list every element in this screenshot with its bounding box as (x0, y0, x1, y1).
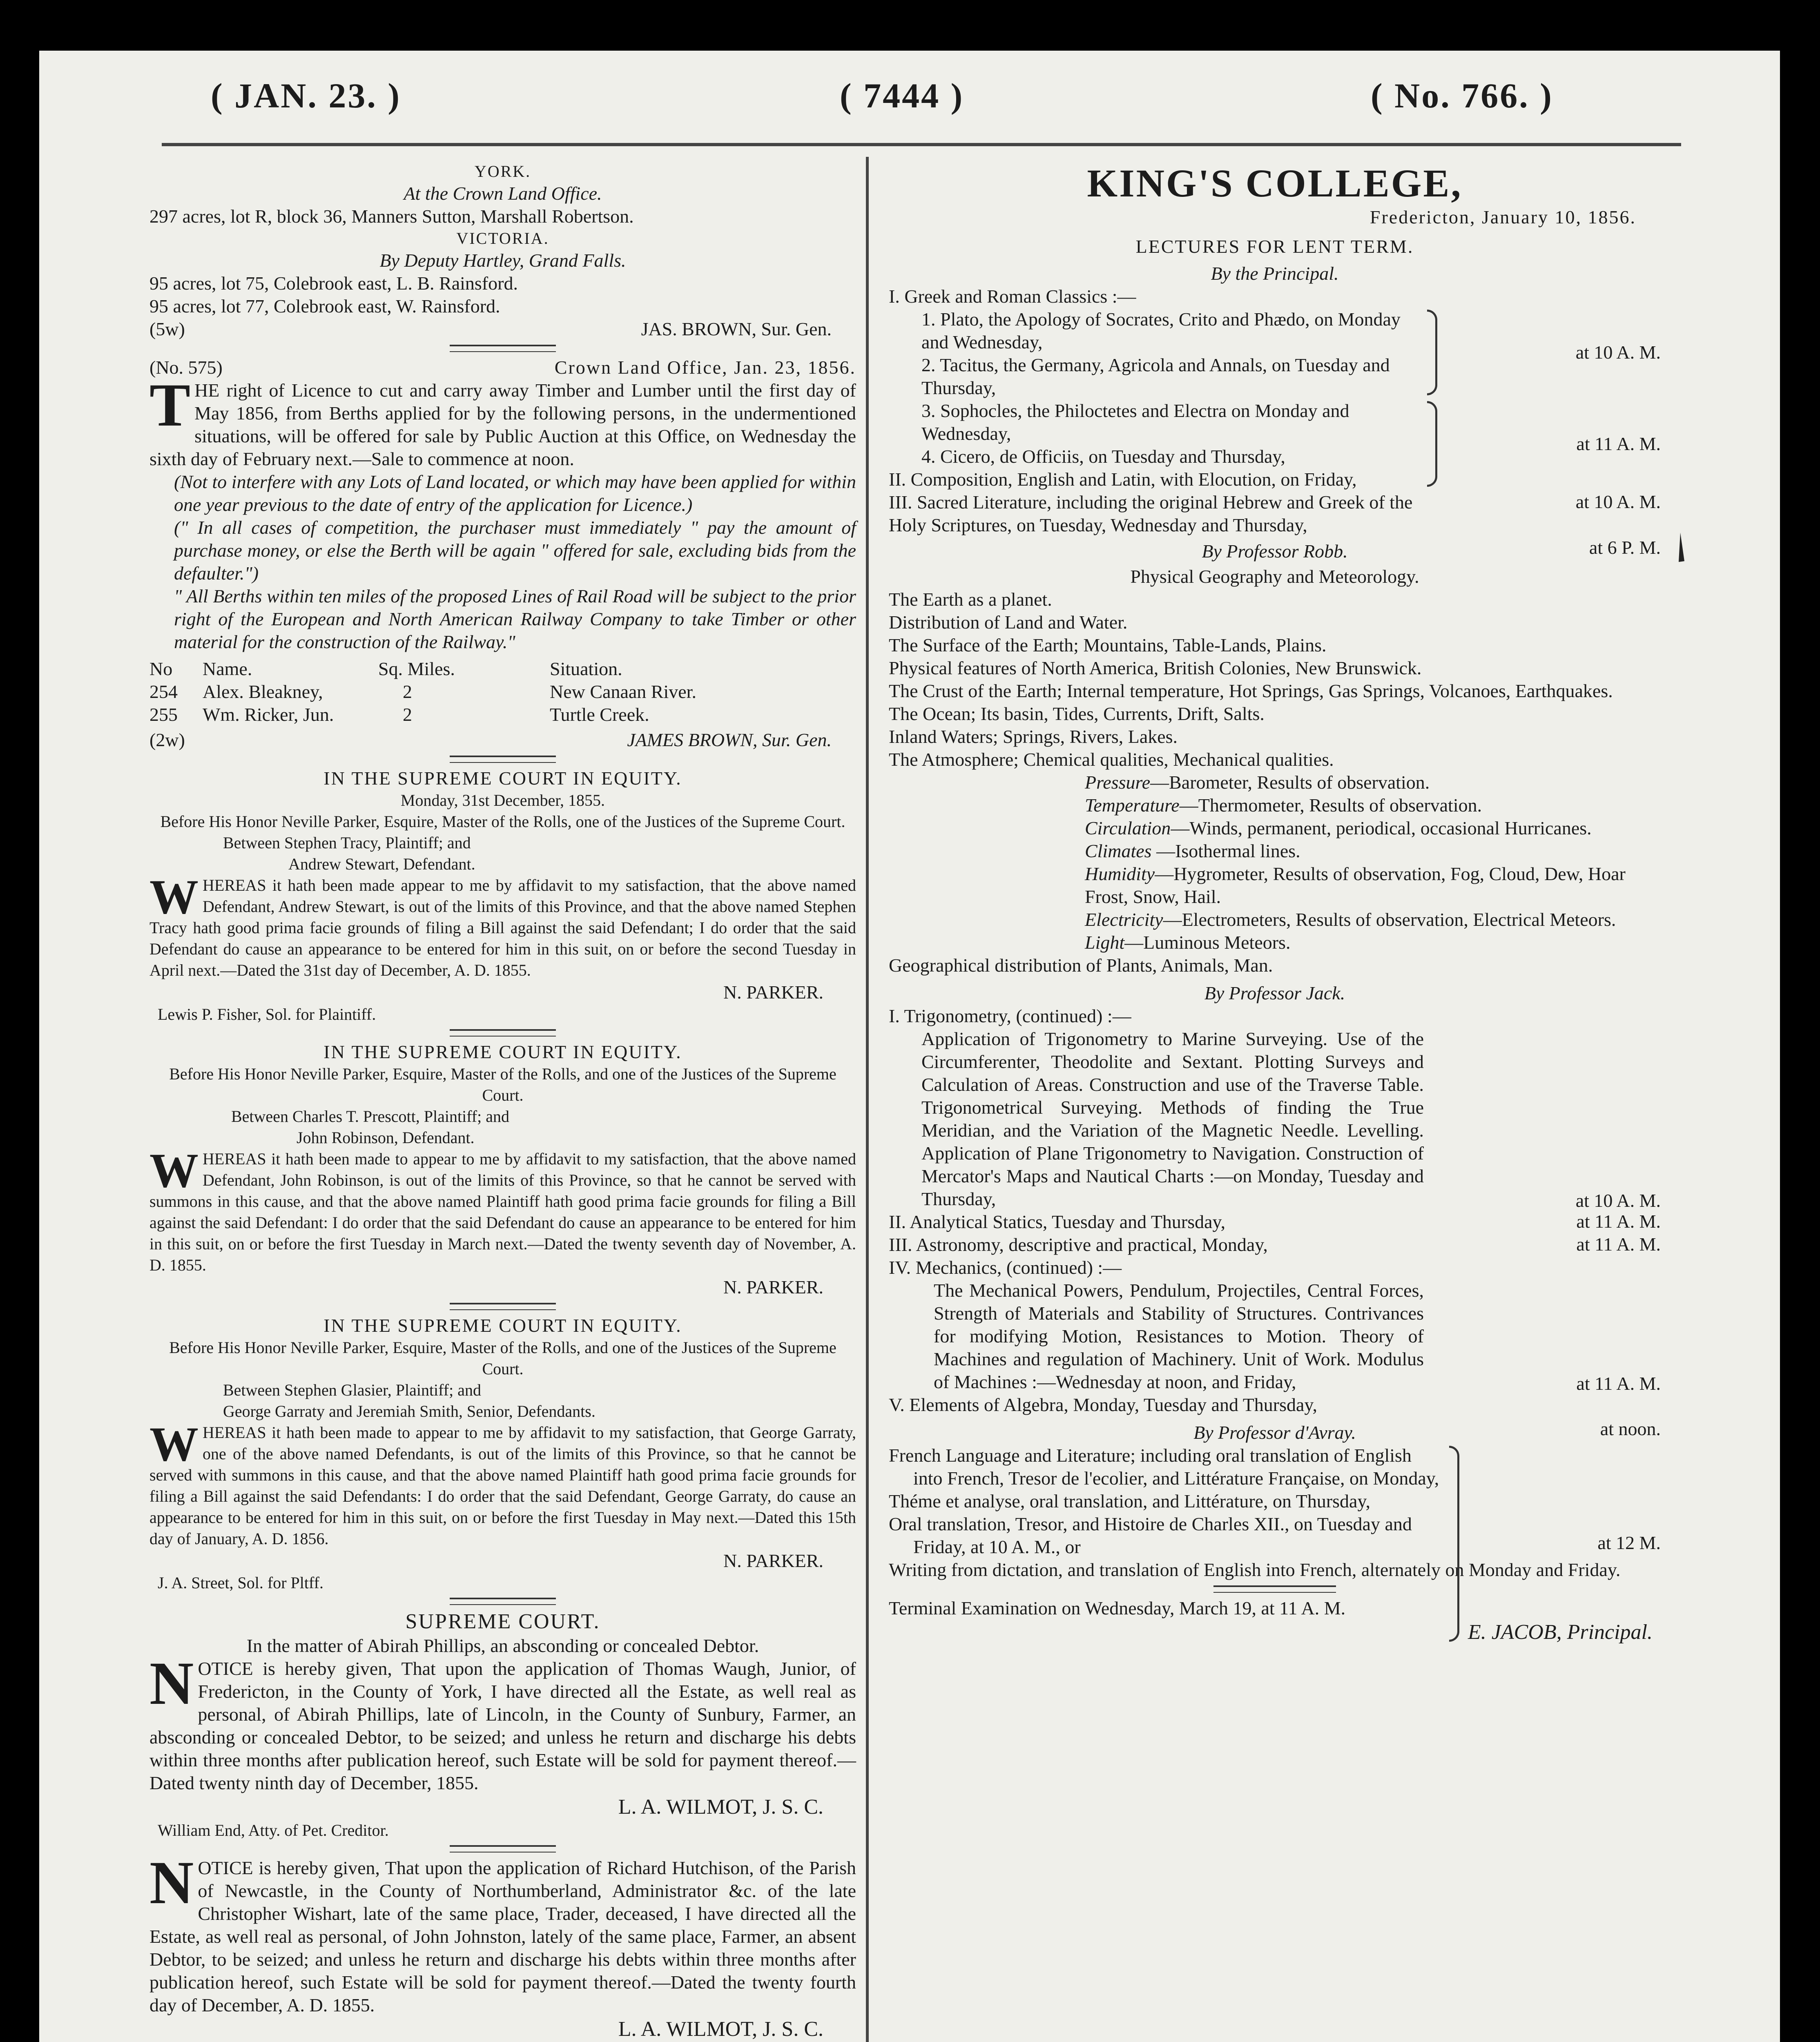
course-item: II. Composition, English and Latin, with Elocution, on Friday, (889, 469, 1357, 490)
york-lot: 297 acres, lot R, block 36, Manners Sutton, Marshall Robertson. (149, 206, 634, 227)
drop-cap: T (149, 371, 191, 439)
course-time: at 10 A. M. (1575, 342, 1661, 363)
equity-before: Before His Honor Neville Parker, Esquire, Master of the Rolls, one of the Justices of the Supreme Court. (160, 812, 845, 831)
course-item: 3. Sophocles, the Philoctetes and Electra on Monday and Wednesday, (921, 400, 1349, 444)
atmosphere-item: Temperature—Thermometer, Results of observation. (1085, 795, 1482, 816)
course-item: Physical features of North America, British Colonies, New Brunswick. (889, 658, 1422, 678)
separator (450, 1303, 556, 1310)
header-issue-number: ( No. 766. ) (1371, 76, 1553, 115)
course-time: at 12 M. (1597, 1532, 1661, 1553)
course-item: Théme et analyse, oral translation, and Littérature, on Thursday, (889, 1491, 1370, 1511)
course-heading: I. Greek and Roman Classics :— (889, 286, 1136, 307)
equity-between: George Garraty and Jeremiah Smith, Senior, Defendants. (223, 1402, 596, 1420)
equity-body: WHEREAS it hath been made appear to me by affidavit to my satisfaction, that the above named Defendant, Andrew Stewart, is out of the limits of this Province, and that the above named Stephen Tracy hath good prima facie grounds of filing a Bill against the said Defendant; I do order that the said Defendant do cause an appearance to be entered for him in this suit, on or before the second Tuesday in April next.—Dated the 31st day of December, A. D. 1855. (149, 869, 856, 979)
solicitor: J. A. Street, Sol. for Pltff. (158, 1574, 323, 1592)
supreme-court-title: SUPREME COURT. (405, 1610, 600, 1633)
professor-heading: By Professor d'Avray. (1193, 1422, 1356, 1443)
header-page-number: ( 7444 ) (840, 76, 964, 115)
table-row: 254 Alex. Bleakney, 2 New Canaan River. (149, 681, 696, 702)
atmosphere-item: Light—Luminous Meteors. (1085, 932, 1291, 953)
header-rule (162, 143, 1681, 146)
course-time: at 10 A. M. (1575, 1190, 1661, 1211)
course-item: Inland Waters; Springs, Rivers, Lakes. (889, 726, 1178, 747)
separator (1213, 1585, 1336, 1593)
course-item: Application of Trigonometry to Marine Surveying. Use of the Circumferenter, Theodolite and Sextant. Plotting Surveys and Calculation of Areas. Construction and use of the Traverse Table. Trigonometrical Surveying. Methods of finding the True Meridian, and the Variation of the Magnetic Needle. Levelling. Application of Plane Trigonometry to Navigation. Construction of Mercator's Maps and Nautical Charts :—on Monday, Tuesday and Thursday, (921, 1028, 1424, 1209)
course-group (889, 308, 1661, 399)
professor-heading: By the Principal. (1211, 263, 1339, 284)
course-item: The Earth as a planet. (889, 589, 1052, 610)
course-group (889, 1233, 1661, 1256)
solicitor: Lewis P. Fisher, Sol. for Plaintiff. (158, 1005, 376, 1023)
lectures-heading: LECTURES FOR LENT TERM. (1135, 236, 1414, 257)
drop-cap: N (149, 1849, 194, 1917)
drop-cap: W (149, 1417, 199, 1471)
separator (450, 345, 556, 352)
equity-body: WHEREAS it hath been made to appear to me by affidavit to my satisfaction, that George Garraty, one of the above named Defendants, is out of the limits of this Province, so that he cannot be served with summons in this cause, and that the above named Plaintiff hath good prima facie grounds for filing a Bill against the said Defendants: I do order that the said Defendant, George Garraty, do cause an appearance to be entered for him in this suit, on or before the first Tuesday in May next.—Dated this 15th day of January, A. D. 1856. (149, 1417, 856, 1548)
victoria-lot: 95 acres, lot 77, Colebrook east, W. Rainsford. (149, 296, 500, 317)
equity-title: IN THE SUPREME COURT IN EQUITY. (323, 1315, 682, 1336)
course-item: Writing from dictation, and translation of English into French, alternately on Monday and Friday. (889, 1559, 1621, 1580)
professor-heading: By Professor Jack. (1204, 983, 1345, 1003)
course-item: 2. Tacitus, the Germany, Agricola and Annals, on Tuesday and Thursday, (921, 354, 1390, 398)
course-time: at 11 A. M. (1576, 1211, 1661, 1232)
york-office: At the Crown Land Office. (404, 183, 602, 204)
notice-header (149, 356, 856, 379)
victoria-heading: VICTORIA. (456, 229, 549, 247)
brace (1449, 1446, 1459, 1642)
equity-date: Monday, 31st December, 1855. (400, 791, 605, 809)
equity-between: Andrew Stewart, Defendant. (288, 855, 475, 873)
course-heading: I. Trigonometry, (continued) :— (889, 1005, 1131, 1026)
notice-number: (No. 575) (149, 357, 223, 378)
right-column (889, 161, 1661, 1645)
notice-body: NOTICE is hereby given, That upon the application of Richard Hutchison, of the Parish of Newcastle, in the County of Northumberland, Administrator &c. of the late Christopher Wishart, late of the same place, Trader, deceased, I have directed all the Estate, as well real as personal, of John Johnston, lately of the same place, Farmer, an absent Debtor, to be seized; and unless he return and discharge his debts within three months after publication hereof, such Estate will be sold for payment thereof.—Dated the twenty fourth day of December, A. D. 1855. (149, 1849, 856, 2015)
equity-signature: N. PARKER. (723, 1550, 823, 1571)
course-group (889, 468, 1661, 512)
signature-name: JAMES BROWN, Sur. Gen. (627, 729, 832, 750)
course-heading: IV. Mechanics, (continued) :— (889, 1257, 1122, 1278)
course-item: The Crust of the Earth; Internal temperature, Hot Springs, Gas Springs, Volcanoes, Earthquakes. (889, 680, 1613, 701)
signature-code: (2w) (149, 729, 185, 750)
column-divider (866, 157, 869, 2042)
equity-between: Between Stephen Tracy, Plaintiff; and (223, 834, 471, 852)
signature-name: JAS. BROWN, Sur. Gen. (641, 319, 832, 339)
victoria-deputy: By Deputy Hartley, Grand Falls. (379, 250, 626, 271)
course-time: at noon. (1600, 1418, 1661, 1439)
course-group (889, 399, 1661, 468)
equity-title: IN THE SUPREME COURT IN EQUITY. (323, 1041, 682, 1062)
terminal-examination: Terminal Examination on Wednesday, March 19, at 11 A. M. (889, 1598, 1346, 1618)
course-subject: Physical Geography and Meteorology. (1130, 566, 1419, 587)
professor-heading: By Professor Robb. (1202, 541, 1348, 562)
equity-signature: N. PARKER. (723, 1277, 823, 1297)
atmosphere-item: Climates —Isothermal lines. (1085, 840, 1300, 861)
equity-between: Between Stephen Glasier, Plaintiff; and (223, 1381, 481, 1399)
equity-signature: N. PARKER. (723, 982, 823, 1003)
college-dateline: Fredericton, January 10, 1856. (1369, 207, 1636, 227)
separator (450, 1845, 556, 1853)
course-item: Distribution of Land and Water. (889, 612, 1128, 633)
berth-table (149, 658, 856, 726)
brace (1427, 310, 1437, 395)
justice-signature: L. A. WILMOT, J. S. C. (618, 1795, 823, 1819)
principal-signature: E. JACOB, Principal. (1468, 1621, 1653, 1644)
course-group (889, 1279, 1661, 1393)
course-time: at 6 P. M. (1589, 537, 1661, 558)
course-time: at 11 A. M. (1576, 1234, 1661, 1255)
equity-between: John Robinson, Defendant. (297, 1128, 475, 1147)
equity-between: Between Charles T. Prescott, Plaintiff; and (231, 1107, 509, 1126)
table-row: 255 Wm. Ricker, Jun. 2 Turtle Creek. (149, 704, 649, 725)
victoria-lot: 95 acres, lot 75, Colebrook east, L. B. Rainsford. (149, 273, 518, 294)
notice-note: " All Berths within ten miles of the proposed Lines of Rail Road will be subject to the prior right of the European and North American Railway Company to take Timber or other material for the construction of the Railway." (174, 586, 856, 652)
course-item: French Language and Literature; including oral translation of English into French, Tresor de l'ecolier, and Littérature Française, on Monday, (889, 1445, 1439, 1489)
college-title: KING'S COLLEGE, (1087, 161, 1463, 205)
separator (450, 1598, 556, 1605)
header-date: ( JAN. 23. ) (211, 76, 401, 115)
atmosphere-item: Electricity—Electrometers, Results of observation, Electrical Meteors. (1085, 909, 1616, 930)
drop-cap: N (149, 1650, 194, 1717)
signature-line (149, 318, 856, 341)
equity-title: IN THE SUPREME COURT IN EQUITY. (323, 768, 682, 789)
attorney: William End, Atty. of Pet. Creditor. (158, 1821, 389, 1839)
newspaper-page (39, 51, 1780, 2042)
table-header: No Name. Sq. Miles. Situation. (149, 658, 622, 679)
notice-body: THE right of Licence to cut and carry away Timber and Lumber until the first day of May 1856, from Berths applied for by the following persons, in the undermentioned situations, will be offered for sale by Public Auction at this Office, on Wednesday the sixth day of February next.—Sale to commence at noon. (149, 371, 856, 469)
course-item: The Mechanical Powers, Pendulum, Projectiles, Central Forces, Strength of Materials and Stability of Structures. Contrivances for modifying Motion, Resistances to Motion. Theory of Machines and regulation of Machinery. Unit of Work. Modulus of Machines :—Wednesday at noon, and Friday, (934, 1280, 1424, 1392)
course-time: at 10 A. M. (1575, 491, 1661, 512)
signature-line (149, 729, 856, 751)
course-group (889, 1444, 1661, 1558)
atmosphere-item: Pressure—Barometer, Results of observation. (1085, 772, 1430, 793)
course-item: The Surface of the Earth; Mountains, Table-Lands, Plains. (889, 635, 1327, 655)
justice-signature: L. A. WILMOT, J. S. C. (618, 2017, 823, 2041)
course-item: Oral translation, Tresor, and Histoire de Charles XII., on Tuesday and Friday, at 10 A. M., or (889, 1514, 1412, 1557)
course-item: The Atmosphere; Chemical qualities, Mechanical qualities. (889, 749, 1334, 770)
notice-note: (Not to interfere with any Lots of Land located, or which may have been applied for within one year previous to the date of entry of the application for Licence.) (174, 471, 856, 515)
atmosphere-item: Humidity—Hygrometer, Results of observation, Fog, Cloud, Dew, Hoar Frost, Snow, Hail. (1085, 863, 1626, 907)
course-item: The Ocean; Its basin, Tides, Currents, Drift, Salts. (889, 703, 1265, 724)
equity-body: WHEREAS it hath been made to appear to me by affidavit to my satisfaction, that the above named Defendant, John Robinson, is out of the limits of this Province, so that he cannot be served with summons in this cause, and that the above named Plaintiff hath good prima facie grounds for filing a Bill against the said Defendant: I do order that the said Defendant do cause an appearance to be entered for him in this suit, on or before the first Tuesday in March next.—Dated the twenty seventh day of November, A. D. 1855. (149, 1143, 856, 1274)
course-item: III. Astronomy, descriptive and practical, Monday, (889, 1234, 1268, 1255)
course-group (889, 1210, 1661, 1233)
course-item: 4. Cicero, de Officiis, on Tuesday and Thursday, (921, 446, 1285, 467)
course-time: at 11 A. M. (1576, 1373, 1661, 1394)
course-item: Geographical distribution of Plants, Animals, Man. (889, 955, 1273, 976)
york-heading: YORK. (474, 162, 531, 181)
atmosphere-list (889, 771, 1661, 954)
notice-office: Crown Land Office, Jan. 23, 1856. (554, 357, 856, 378)
course-group (889, 1028, 1661, 1210)
drop-cap: W (149, 1143, 199, 1197)
equity-before: Before His Honor Neville Parker, Esquire, Master of the Rolls, and one of the Justices of the Supreme Court. (169, 1065, 836, 1104)
supreme-court-matter: In the matter of Abirah Phillips, an absconding or concealed Debtor. (246, 1635, 759, 1656)
equity-before: Before His Honor Neville Parker, Esquire, Master of the Rolls, and one of the Justices of the Supreme Court. (169, 1338, 836, 1378)
ink-mark (1673, 533, 1689, 565)
separator (450, 756, 556, 763)
course-item: II. Analytical Statics, Tuesday and Thursday, (889, 1211, 1226, 1232)
left-column (149, 161, 856, 2042)
separator (450, 1029, 556, 1037)
signature-code: (5w) (149, 319, 185, 339)
course-time: at 11 A. M. (1576, 433, 1661, 454)
course-item: V. Elements of Algebra, Monday, Tuesday and Thursday, (889, 1394, 1317, 1415)
drop-cap: W (149, 869, 199, 924)
atmosphere-item: Circulation—Winds, permanent, periodical, occasional Hurricanes. (1085, 818, 1592, 838)
notice-note: (" In all cases of competition, the purchaser must immediately " pay the amount of purchase money, or else the Berth will be again " offered for sale, excluding bids from the defaulter.") (174, 517, 856, 584)
course-item: III. Sacred Literature, including the original Hebrew and Greek of the Holy Scriptures, on Tuesday, Wednesday and Thursday, (889, 492, 1413, 535)
course-item: 1. Plato, the Apology of Socrates, Crito and Phædo, on Monday and Wednesday, (921, 309, 1401, 352)
notice-body: NOTICE is hereby given, That upon the application of Thomas Waugh, Junior, of Fredericton, in the County of York, I have directed all the Estate, as well real as personal, of Abirah Phillips, late of Lincoln, in the County of Sunbury, Farmer, an absconding or concealed Debtor, to be seized; and unless he return and discharge his debts within three months after publication hereof, such Estate will be sold for payment thereof.—Dated twenty ninth day of December, 1855. (149, 1650, 856, 1793)
